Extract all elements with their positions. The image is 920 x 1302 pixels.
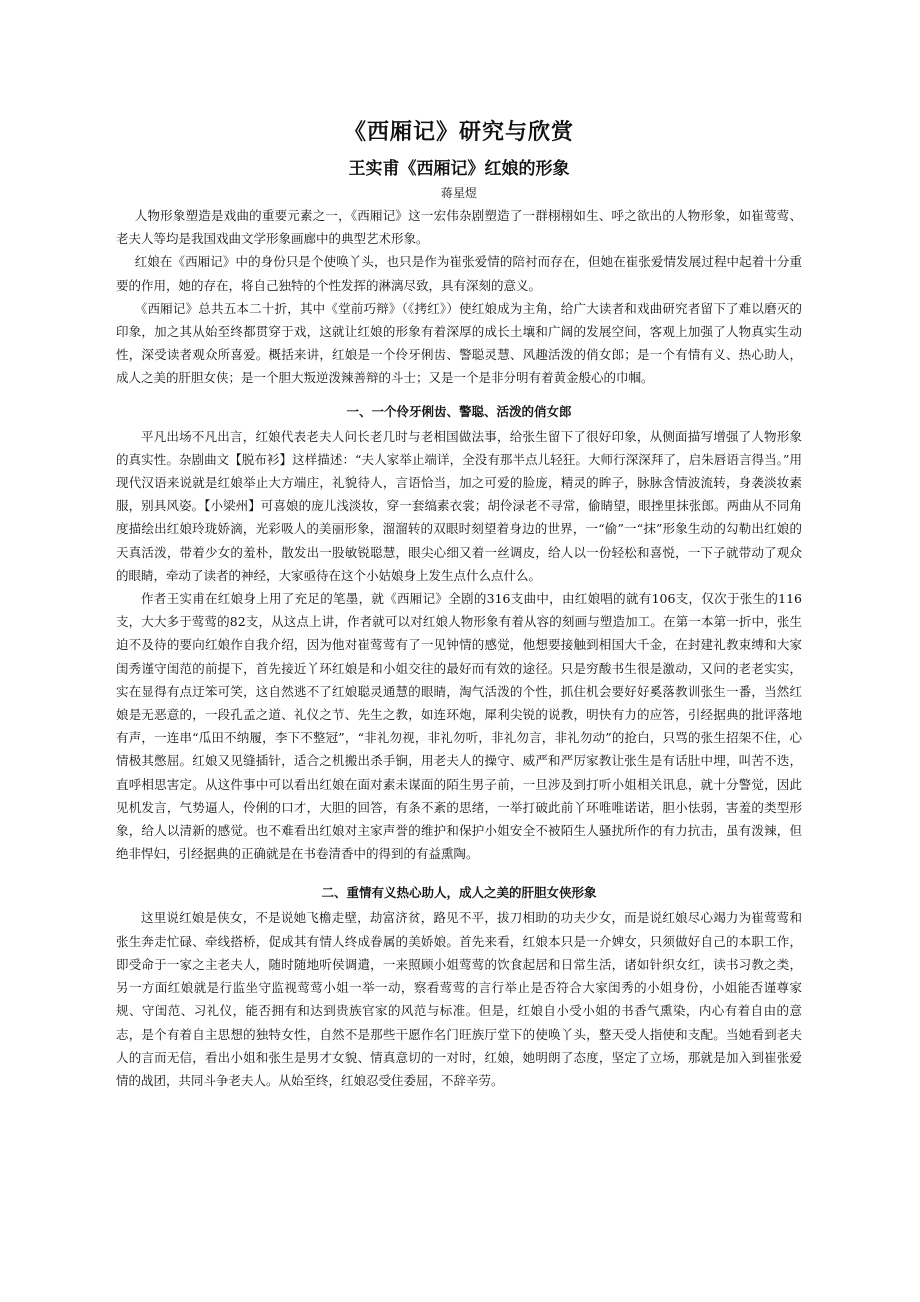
intro-paragraph-3: 《西厢记》总共五本二十折，其中《堂前巧辩》（《拷红》）使红娘成为主角，给广大读者和戏曲研究者留下了难以磨灭的印象，加之其从始至终都贯穿于戏，这就让红娘的形象有着深厚的成长土壤和广阔的发展空间，客观上加强了人物真实生动性，深受读者观众所喜爱。概括来讲，红娘是一个伶牙俐齿、警聪灵慧、风趣活泼的俏女郎；是一个有情有义、热心助人，成人之美的肝胆女侠；是一个胆大叛逆泼辣善辩的斗士；又是一个是非分明有着黄金般心的巾帼。 (116, 300, 802, 386)
section-2-heading: 二、重情有义热心助人，成人之美的肝胆女侠形象 (321, 885, 597, 901)
intro-paragraph-2: 红娘在《西厢记》中的身份只是个使唤丫头，也只是作为崔张爱情的陪衬而存在，但她在崔张爱情发展过程中起着十分重要的作用，她的存在，将自己独特的个性发挥的淋漓尽致，具有深刻的意义。 (116, 254, 802, 293)
section-1-paragraph-1: 平凡出场不凡出言，红娘代表老夫人问长老几时与老相国做法事，给张生留下了很好印象，从侧面描写增强了人物形象的真实性。杂剧曲文【脱布衫】这样描述：“夫人家举止端详，全没有那半点儿轻狂。大师行深深拜了，启朱唇语言得当。”用现代汉语来说就是红娘举止大方端庄，礼貌待人，言语恰当，加之可爱的脸庞，精灵的眸子，脉脉含情波流转，身袭淡妆素服，别具风姿。【小梁州】可喜娘的庞儿浅淡妆，穿一套缟素衣裳；胡伶渌老不寻常，偷睛望，眼挫里抹张郎。两曲从不同角度描绘出红娘玲珑娇滴，光彩吸人的美丽形象，溜溜转的双眼时刻望着身边的世界，一“偷”一“抹”形象生动的勾勒出红娘的天真活泼，带着少女的羞朴，散发出一股敏锐聪慧，眼尖心细又着一丝调皮，给人以一份轻松和喜悦，一下子就带动了观众的眼睛，牵动了读者的神经，大家亟待在这个小姑娘身上发生点什么点什么。 (116, 428, 802, 583)
document-title: 《西厢记》研究与欣赏 (343, 120, 574, 145)
intro-paragraph-1: 人物形象塑造是戏曲的重要元素之一，《西厢记》这一宏伟杂剧塑造了一群栩栩如生、呼之欲出的人物形象，如崔莺莺、老夫人等均是我国戏曲文学形象画廊中的典型艺术形象。 (116, 208, 802, 247)
author-name: 蒋星煜 (440, 186, 477, 200)
document-subtitle: 王实甫《西厢记》红娘的形象 (348, 159, 570, 179)
section-1-heading: 一、一个伶牙俐齿、警聪、活泼的俏女郎 (346, 403, 572, 419)
section-1-paragraph-2: 作者王实甫在红娘身上用了充足的笔墨，就《西厢记》全剧的316支曲中，由红娘唱的就有106支，仅次于张生的116支，大大多于莺莺的82支，从这点上讲，作者就可以对红娘人物形象有着从容的刻画与塑造加工。在第一本第一折中，张生迫不及待的要向红娘作自我介绍，因为他对崔莺莺有了一见钟情的感觉，他想要接触到相国大千金，在封建礼教束缚和大家闺秀谨守闺范的前提下，首先接近丫环红娘是和小姐交往的最好而有效的途径。只是穷酸书生很是激动，又问的老老实实，实在显得有点迂笨可笑，这自然逃不了红娘聪灵通慧的眼睛，淘气活泼的个性，抓住机会要好好奚落教训张生一番，当然红娘是无恶意的，一段孔孟之道、礼仪之节、先生之教，如连环炮，犀利尖锐的说教，明快有力的应答，引经据典的批评落地有声，一连串“瓜田不纳履，李下不整冠”，“非礼勿视，非礼勿听，非礼勿言，非礼勿动”的抢白，只骂的张生招架不住，心情极其憋屈。红娘又见缝插针，适合之机搬出杀手锏，用老夫人的操守、威严和严厉家教让张生是有话肚中埋，叫苦不迭，直呼相思害定。从这件事中可以看出红娘在面对素未谋面的陌生男子前，一旦涉及到打听小姐相关讯息，就十分警觉，因此见机发言，气势逼人，伶俐的口才，大胆的回答，有条不紊的思绪，一举打破此前丫环唯唯诺诺，胆小怯弱，害羞的类型形象，给人以清新的感觉。也不难看出红娘对主家声誉的维护和保护小姐安全不被陌生人骚扰所作的有力抗击，虽有泼辣，但绝非悍妇，引经据典的正确就是在书卷清香中的得到的有益熏陶。 (116, 591, 802, 862)
section-2-paragraph-1: 这里说红娘是侠女，不是说她飞檐走壁，劫富济贫，路见不平，拔刀相助的功夫少女，而是说红娘尽心竭力为崔莺莺和张生奔走忙碌、牵线搭桥，促成其有情人终成眷属的美娇娘。首先来看，红娘本只是一介婢女，只须做好自己的本职工作，即受命于一家之主老夫人，随时随地听侯调遣，一来照顾小姐莺莺的饮食起居和日常生活，诸如针织女红，读书习教之类，另一方面红娘就是行监坐守监视莺莺小姐一举一动，察看莺莺的言行举止是否符合大家闺秀的小姐身份，小姐能否谨尊家规、守闺范、习礼仪，能否拥有和达到贵族官家的风范与标准。但是，红娘自小受小姐的书香气熏染，内心有着自由的意志，是个有着自主思想的独特女性，自然不是那些干愿作名门旺族厅堂下的使唤丫头，整天受人指使和支配。当她看到老夫人的言而无信，看出小姐和张生是男才女貌、情真意切的一对时，红娘，她明朗了态度，坚定了立场，那就是加入到崔张爱情的战团，共同斗争老夫人。从始至终，红娘忍受住委屈，不辞辛劳。 (116, 910, 802, 1088)
document-page (116, 118, 802, 1092)
